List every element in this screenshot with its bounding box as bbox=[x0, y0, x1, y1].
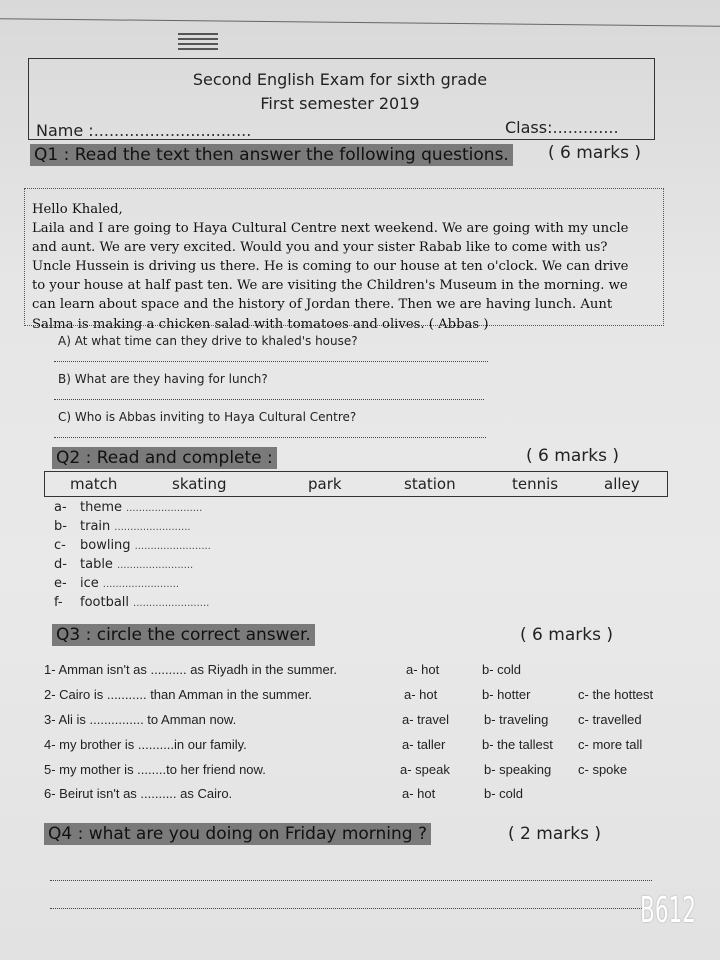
word-bank-item: station bbox=[404, 475, 456, 493]
mcq-stem: 3- Ali is ............... to Amman now. bbox=[44, 712, 237, 727]
complete-item bbox=[54, 595, 209, 610]
word-bank-item: alley bbox=[604, 475, 640, 493]
mcq-stem: 6- Beirut isn't as .......... as Cairo. bbox=[44, 786, 233, 801]
item-blank[interactable]: ........................ bbox=[133, 598, 210, 609]
mcq-option-b[interactable]: b- hotter bbox=[482, 687, 531, 702]
class-label: Class: bbox=[505, 118, 553, 137]
complete-item bbox=[54, 557, 193, 572]
q4-marks: ( 2 marks ) bbox=[508, 824, 601, 844]
item-word: football bbox=[80, 595, 130, 610]
mcq-option-a[interactable]: a- speak bbox=[400, 762, 450, 777]
page-edge-line bbox=[0, 18, 720, 27]
passage-line: Hello Khaled, bbox=[32, 202, 123, 217]
answer-line-c[interactable] bbox=[54, 437, 486, 438]
q3-marks: ( 6 marks ) bbox=[520, 625, 613, 645]
answer-line-b[interactable] bbox=[54, 399, 484, 400]
item-blank[interactable]: ........................ bbox=[134, 541, 211, 552]
mcq-option-c[interactable]: c- travelled bbox=[578, 712, 642, 727]
word-bank-item: skating bbox=[172, 475, 227, 493]
item-blank[interactable]: ........................ bbox=[116, 560, 194, 571]
word-bank-item: match bbox=[70, 475, 118, 493]
item-blank[interactable]: ........................ bbox=[114, 522, 191, 533]
class-blank: ............. bbox=[552, 118, 619, 137]
q2-marks: ( 6 marks ) bbox=[526, 446, 619, 466]
mcq-option-b[interactable]: b- cold bbox=[484, 786, 524, 801]
item-blank[interactable]: ........................ bbox=[126, 503, 203, 514]
q1-marks: ( 6 marks ) bbox=[548, 143, 641, 163]
q1-heading-bar bbox=[30, 145, 513, 165]
q3-heading: Q3 : circle the correct answer. bbox=[52, 624, 315, 646]
exam-subtitle: First semester 2019 bbox=[260, 94, 420, 113]
mcq-option-b[interactable]: b- cold bbox=[482, 662, 522, 677]
question-b: B) What are they having for lunch? bbox=[58, 372, 268, 386]
word-bank-item: tennis bbox=[512, 475, 559, 493]
item-word: train bbox=[80, 519, 111, 534]
item-label: d- bbox=[54, 557, 67, 572]
q4-answer-line-1[interactable] bbox=[50, 880, 652, 881]
reading-passage bbox=[32, 200, 664, 334]
mcq-option-a[interactable]: a- taller bbox=[402, 737, 446, 752]
mcq-option-a[interactable]: a- hot bbox=[404, 687, 438, 702]
item-label: c- bbox=[54, 538, 66, 553]
mcq-stem: 4- my brother is ..........in our family. bbox=[44, 737, 247, 752]
question-c: C) Who is Abbas inviting to Haya Cultural Centre? bbox=[58, 410, 357, 424]
item-word: theme bbox=[80, 500, 122, 515]
complete-item bbox=[54, 538, 211, 553]
mcq-stem: 2- Cairo is ........... than Amman in the summer. bbox=[44, 687, 313, 702]
mcq-option-a[interactable]: a- travel bbox=[402, 712, 449, 727]
name-label: Name : bbox=[36, 121, 94, 140]
mcq-option-c[interactable]: c- spoke bbox=[578, 762, 628, 777]
complete-item bbox=[54, 519, 191, 534]
q4-heading: Q4 : what are you doing on Friday morning ? bbox=[44, 823, 431, 845]
item-label: e- bbox=[54, 576, 67, 591]
handwritten-mark: B612 bbox=[640, 890, 697, 931]
item-label: a- bbox=[54, 500, 67, 515]
q3-heading-bar bbox=[52, 625, 315, 645]
item-word: ice bbox=[80, 576, 99, 591]
q2-heading: Q2 : Read and complete : bbox=[52, 447, 277, 469]
exam-title: Second English Exam for sixth grade bbox=[192, 70, 488, 89]
mcq-option-a[interactable]: a- hot bbox=[402, 786, 436, 801]
q4-heading-bar bbox=[44, 824, 431, 844]
mcq-stem: 1- Amman isn't as .......... as Riyadh in the summer. bbox=[44, 662, 337, 677]
passage-line: to your house at half past ten. We are visiting the Children's Museum in the morning. we bbox=[32, 278, 628, 294]
passage-line: and aunt. We are very excited. Would you and your sister Rabab like to come with us? bbox=[32, 240, 608, 256]
mcq-option-a[interactable]: a- hot bbox=[406, 662, 440, 677]
q2-heading-bar bbox=[52, 448, 277, 468]
passage-line: Salma is making a chicken salad with tomatoes and olives. ( Abbas ) bbox=[32, 316, 489, 332]
name-field bbox=[36, 121, 251, 140]
staple-mark bbox=[178, 30, 218, 52]
passage-line: can learn about space and the history of Jordan there. Then we are having lunch. Aunt bbox=[32, 297, 613, 313]
question-a: A) At what time can they drive to khaled's house? bbox=[58, 334, 358, 348]
answer-line-a[interactable] bbox=[54, 361, 488, 362]
mcq-option-b[interactable]: b- traveling bbox=[484, 712, 549, 727]
q4-answer-line-2[interactable] bbox=[50, 908, 646, 909]
item-blank[interactable]: ........................ bbox=[102, 579, 180, 590]
mcq-option-c[interactable]: c- more tall bbox=[578, 737, 643, 752]
word-bank-item: park bbox=[308, 475, 342, 493]
item-label: b- bbox=[54, 519, 67, 534]
item-word: bowling bbox=[80, 538, 131, 553]
item-label: f- bbox=[54, 595, 63, 610]
complete-item bbox=[54, 500, 202, 515]
class-field bbox=[505, 118, 619, 137]
mcq-stem: 5- my mother is ........to her friend now. bbox=[44, 762, 266, 777]
word-bank-box bbox=[44, 471, 668, 497]
mcq-option-b[interactable]: b- the tallest bbox=[482, 737, 553, 752]
mcq-option-b[interactable]: b- speaking bbox=[484, 762, 552, 777]
passage-line: Laila and I are going to Haya Cultural Centre next weekend. We are going with my uncle bbox=[32, 221, 629, 237]
complete-item bbox=[54, 576, 179, 591]
q1-heading: Q1 : Read the text then answer the following questions. bbox=[30, 144, 513, 166]
passage-line: Uncle Hussein is driving us there. He is coming to our house at ten o'clock. We can drive bbox=[32, 259, 629, 275]
mcq-option-c[interactable]: c- the hottest bbox=[578, 687, 654, 702]
item-word: table bbox=[80, 557, 113, 572]
name-blank: ............................... bbox=[93, 121, 252, 140]
